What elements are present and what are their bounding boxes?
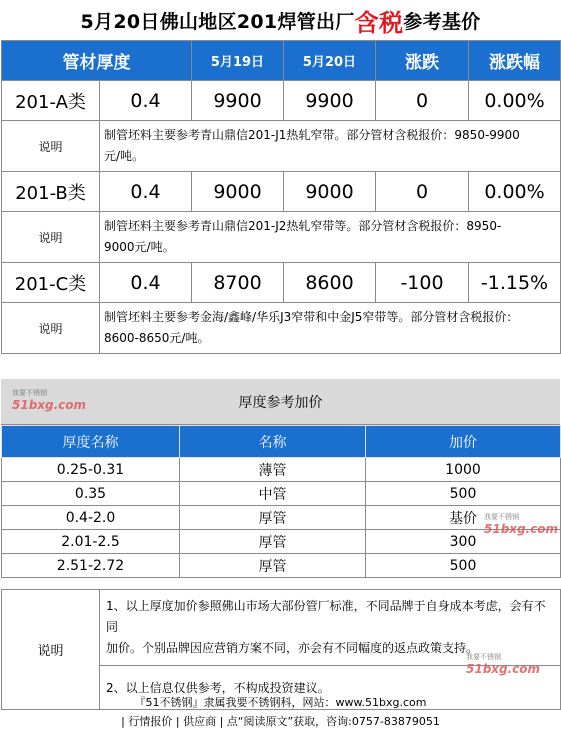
note-row bbox=[2, 303, 561, 354]
header-thickness-name: 厚度名称 bbox=[2, 426, 180, 458]
price-may20-cell: 9000 bbox=[284, 172, 376, 212]
price-may19-cell: 9900 bbox=[192, 81, 284, 121]
price-may19-cell: 8700 bbox=[192, 263, 284, 303]
watermark-logo: 我要不锈钢 51bxg.com bbox=[466, 653, 541, 676]
bottom-line-2: | 行情报价 | 供应商 | 点“阅读原文”获取，咨询:0757-83879051 bbox=[121, 715, 440, 728]
page-title bbox=[0, 0, 561, 40]
markup-cell: 500 bbox=[366, 482, 561, 506]
thickness-range-cell: 0.35 bbox=[2, 482, 180, 506]
pipe-name-cell: 厚管 bbox=[180, 530, 366, 554]
header-change-pct: 涨跌幅 bbox=[469, 41, 561, 81]
markup-cell: 300 bbox=[366, 530, 561, 554]
note-text bbox=[100, 212, 561, 263]
grade-cell: 201-A类 bbox=[2, 81, 100, 121]
table-row bbox=[2, 506, 561, 530]
note-text bbox=[100, 303, 561, 354]
header-markup: 加价 bbox=[366, 426, 561, 458]
note-label: 说明 bbox=[2, 121, 100, 172]
pipe-name-cell: 中管 bbox=[180, 482, 366, 506]
pipe-name-cell: 厚管 bbox=[180, 506, 366, 530]
change-pct-cell: 0.00% bbox=[469, 81, 561, 121]
table-row bbox=[2, 263, 561, 303]
table-row bbox=[2, 554, 561, 578]
footer-notes-table bbox=[1, 589, 561, 710]
markup-cell: 基价 bbox=[366, 506, 561, 530]
table-row bbox=[2, 172, 561, 212]
title-highlight: 含税 bbox=[354, 8, 404, 37]
pipe-name-cell: 厚管 bbox=[180, 554, 366, 578]
thickness-cell: 0.4 bbox=[100, 172, 192, 212]
price-may19-cell: 9000 bbox=[192, 172, 284, 212]
thickness-range-cell: 2.01-2.5 bbox=[2, 530, 180, 554]
note-line: 制管坯料主要参考金海/鑫峰/华乐J3窄带和中金J5窄带等。部分管材含税报价： bbox=[104, 310, 519, 324]
header-may20: 5月20日 bbox=[284, 41, 376, 81]
thickness-table bbox=[1, 425, 561, 578]
footer-note-2: 2、以上信息仅供参考，不构成投资建议。 bbox=[100, 666, 561, 710]
table-row bbox=[2, 458, 561, 482]
note-line: 制管坯料主要参考青山鼎信201-J1热轧窄带。部分管材含税报价：9850-9900 bbox=[104, 128, 520, 142]
note-line: 8600-8650元/吨。 bbox=[104, 331, 210, 345]
table-row bbox=[2, 530, 561, 554]
pipe-name-cell: 薄管 bbox=[180, 458, 366, 482]
grade-cell: 201-C类 bbox=[2, 263, 100, 303]
markup-cell: 1000 bbox=[366, 458, 561, 482]
note-label: 说明 bbox=[2, 303, 100, 354]
note-line: 1、以上厚度加价参照佛山市场大部份管厂标准，不同品牌于自身成本考虑，会有不同 bbox=[106, 599, 546, 634]
bottom-info bbox=[0, 693, 561, 731]
table-row bbox=[2, 81, 561, 121]
note-row bbox=[2, 121, 561, 172]
header-change: 涨跌 bbox=[376, 41, 469, 81]
note-text bbox=[100, 121, 561, 172]
note-line: 加价。个别品牌因应营销方案不同，亦会有不同幅度的返点政策支持。 bbox=[106, 641, 479, 655]
change-cell: 0 bbox=[376, 172, 469, 212]
price-may20-cell: 8600 bbox=[284, 263, 376, 303]
price-table-header bbox=[2, 41, 561, 81]
change-cell: 0 bbox=[376, 81, 469, 121]
footer-note-label: 说明 bbox=[2, 590, 100, 710]
thickness-cell: 0.4 bbox=[100, 263, 192, 303]
note-line: 元/吨。 bbox=[104, 149, 145, 163]
thickness-cell: 0.4 bbox=[100, 81, 192, 121]
note-label: 说明 bbox=[2, 212, 100, 263]
note-row bbox=[2, 212, 561, 263]
note-line: 9000元/吨。 bbox=[104, 240, 175, 254]
price-may20-cell: 9900 bbox=[284, 81, 376, 121]
markup-cell: 500 bbox=[366, 554, 561, 578]
grade-cell: 201-B类 bbox=[2, 172, 100, 212]
header-may19: 5月19日 bbox=[192, 41, 284, 81]
thickness-range-cell: 0.25-0.31 bbox=[2, 458, 180, 482]
note-line: 制管坯料主要参考青山鼎信201-J2热轧窄带等。部分管材含税报价：8950- bbox=[104, 219, 502, 233]
change-pct-cell: 0.00% bbox=[469, 172, 561, 212]
change-cell: -100 bbox=[376, 263, 469, 303]
watermark-logo: 我要不锈钢 51bxg.com bbox=[484, 513, 559, 536]
price-table bbox=[1, 40, 561, 354]
header-name: 名称 bbox=[180, 426, 366, 458]
change-pct-cell: -1.15% bbox=[469, 263, 561, 303]
section-title-text: 厚度参考加价 bbox=[238, 394, 323, 411]
thickness-table-header bbox=[2, 426, 561, 458]
bottom-line-1: 『51不锈钢』隶属我要不锈钢科，网站：www.51bxg.com bbox=[134, 696, 427, 709]
watermark-logo: 我要不锈钢 51bxg.com bbox=[12, 389, 87, 412]
thickness-range-cell: 2.51-2.72 bbox=[2, 554, 180, 578]
header-thickness: 管材厚度 bbox=[2, 41, 192, 81]
title-prefix: 5月20日佛山地区201焊管出厂 bbox=[80, 10, 355, 33]
thickness-range-cell: 0.4-2.0 bbox=[2, 506, 180, 530]
title-suffix: 参考基价 bbox=[403, 10, 481, 33]
table-row bbox=[2, 482, 561, 506]
